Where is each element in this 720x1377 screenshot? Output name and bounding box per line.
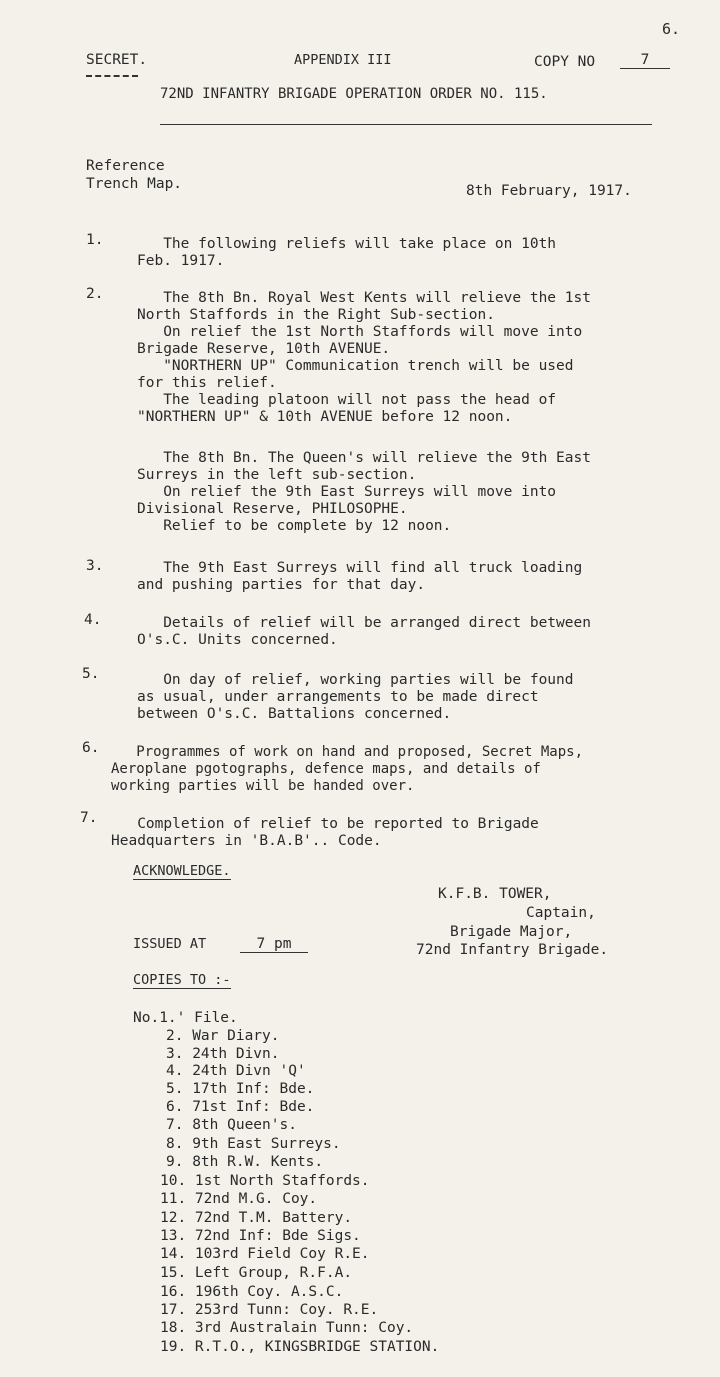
para-7-number: 7. (80, 810, 98, 826)
order-date: 8th February, 1917. (466, 183, 632, 199)
title-rule (160, 124, 652, 125)
signature-name: K.F.B. TOWER, (438, 886, 552, 902)
copy-no-value: 7 (620, 52, 670, 69)
copy-line-1: No.1.' File. (133, 1010, 238, 1026)
para-1-number: 1. (86, 232, 104, 248)
para-3-number: 3. (86, 558, 104, 574)
acknowledge-label: ACKNOWLEDGE. (133, 863, 231, 879)
copy-line-15: 15. Left Group, R.F.A. (160, 1265, 353, 1281)
page-number: 6. (662, 20, 681, 38)
copy-line-11: 11. 72nd M.G. Coy. (160, 1191, 318, 1207)
issued-time: 7 pm (240, 936, 308, 953)
signature-unit: 72nd Infantry Brigade. (416, 942, 609, 958)
para-2-text: The 8th Bn. Royal West Kents will relieve the 1st North Staffords in the Right Sub-section. On relief the 1st North Staffords will move into Brigade Reserve, 10th AVENUE. "NORTHERN UP" Communication trench will be used for this relief. The leading platoon will not pass the head of "NORTHERN UP" & 10th AVENUE before 12 noon. (137, 290, 591, 425)
copy-line-4: 4. 24th Divn 'Q' (166, 1063, 306, 1079)
para-5-text: On day of relief, working parties will be found as usual, under arrangements to be made direct between O's.C. Battalions concerned. (137, 672, 574, 722)
para-6-text: Programmes of work on hand and proposed, Secret Maps, Aeroplane pgotographs, defence maps, and details of working parties will be handed over. (111, 744, 584, 794)
copy-line-5: 5. 17th Inf: Bde. (166, 1081, 315, 1097)
copy-line-16: 16. 196th Coy. A.S.C. (160, 1284, 344, 1300)
issued-label: ISSUED AT (133, 936, 207, 952)
para-2b-text: The 8th Bn. The Queen's will relieve the 9th East Surreys in the left sub-section. On relief the 9th East Surreys will move into Divisional Reserve, PHILOSOPHE. Relief to be complete by 12 noon. (137, 450, 591, 534)
para-6-number: 6. (82, 740, 100, 756)
copies-to-label: COPIES TO :- (133, 972, 231, 988)
signature-rank: Captain, (526, 905, 596, 921)
para-1-text: The following reliefs will take place on 10th Feb. 1917. (137, 236, 557, 269)
copy-line-2: 2. War Diary. (166, 1028, 280, 1044)
para-4-text: Details of relief will be arranged direct between O's.C. Units concerned. (137, 615, 591, 648)
para-3-text: The 9th East Surreys will find all truck loading and pushing parties for that day. (137, 560, 583, 593)
copy-line-18: 18. 3rd Australain Tunn: Coy. (160, 1320, 414, 1336)
para-4-number: 4. (84, 612, 102, 628)
copy-line-19: 19. R.T.O., KINGSBRIDGE STATION. (160, 1339, 440, 1355)
copy-line-12: 12. 72nd T.M. Battery. (160, 1210, 353, 1226)
copy-no-label: COPY NO (534, 54, 596, 70)
copy-line-7: 7. 8th Queen's. (166, 1117, 297, 1133)
reference-line2: Trench Map. (86, 176, 183, 192)
copy-line-14: 14. 103rd Field Coy R.E. (160, 1246, 370, 1262)
para-7-text: Completion of relief to be reported to Brigade Headquarters in 'B.A.B'.. Code. (111, 816, 539, 849)
copy-line-10: 10. 1st North Staffords. (160, 1173, 370, 1189)
copy-line-6: 6. 71st Inf: Bde. (166, 1099, 315, 1115)
copy-line-3: 3. 24th Divn. (166, 1046, 280, 1062)
para-2-number: 2. (86, 286, 104, 302)
reference-line1: Reference (86, 158, 165, 174)
signature-role: Brigade Major, (450, 924, 573, 940)
copy-line-13: 13. 72nd Inf: Bde Sigs. (160, 1228, 361, 1244)
copy-line-8: 8. 9th East Surreys. (166, 1136, 341, 1152)
copy-line-17: 17. 253rd Tunn: Coy. R.E. (160, 1302, 379, 1318)
appendix-label: APPENDIX III (294, 52, 392, 68)
order-title: 72ND INFANTRY BRIGADE OPERATION ORDER NO. 115. (160, 86, 548, 102)
para-5-number: 5. (82, 666, 100, 682)
secret-dash (86, 75, 138, 77)
copy-line-9: 9. 8th R.W. Kents. (166, 1154, 324, 1170)
secret-label: SECRET. (86, 52, 148, 68)
